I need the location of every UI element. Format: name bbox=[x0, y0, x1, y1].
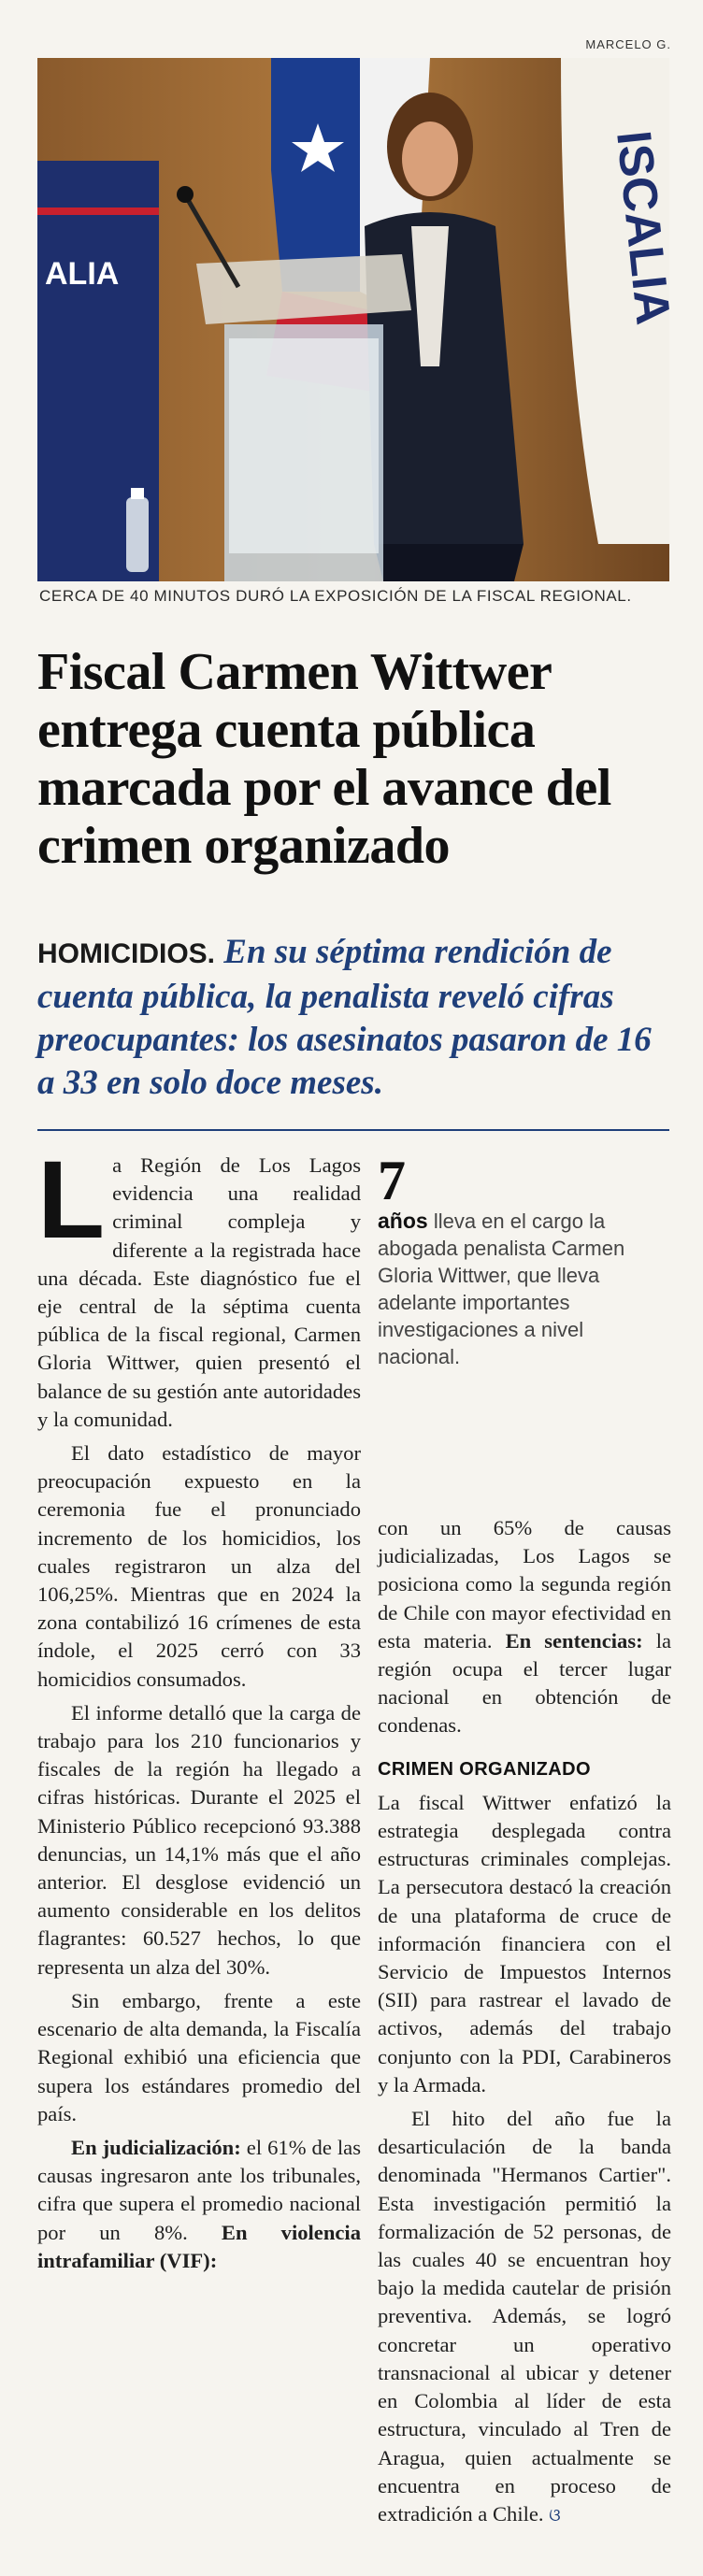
lead-deck: En su séptima rendición de cuenta pública, la penalista reveló cifras preocupantes: los asesinatos pasaron de 16 a 33 en solo doce meses. bbox=[37, 933, 652, 1102]
lead-kicker: HOMICIDIOS. bbox=[37, 938, 216, 969]
flag-blue bbox=[271, 58, 360, 292]
judicializacion-text: el 61% de las causas ingresaron ante los tribunales, cifra que supera el promedio nacional por un 8%. bbox=[37, 2135, 362, 2244]
right-banner-text: ISCALIA bbox=[606, 128, 681, 328]
vif-label: En violencia intrafamiliar (VIF): bbox=[37, 2220, 361, 2272]
end-mark-icon: ଓ bbox=[549, 2505, 561, 2526]
paragraph-4: Sin embargo, frente a este escenario de alta demanda, la Fiscalía Regional exhibió una eficiencia que supera los estándares promedio del país. bbox=[37, 1988, 361, 2125]
paragraph-7-text: El hito del año fue la desarticulación de la banda denominada "Hermanos Cartier". Esta investigación permitió la formalización de 52 personas, de las cuales 40 se encuentran hoy bajo la medida cautelar de prisión preventiva. Además, se logró concretar un operativo transnacional al ubicar y detener en Colombia al líder de esta estructura, vinculado al Tren de Aragua, quien actualmente se encuentra en proceso de extradición a Chile. bbox=[378, 2107, 671, 2526]
judicializacion-label: En judicialización: bbox=[71, 2135, 241, 2159]
paragraph-3: El informe detalló que la carga de trabajo para los 210 funcionarios y fiscales de la región ha llegado a cifras históricas. Durante el 2025 el Ministerio Público recepcionó 93.388 denuncias, un 14,1% más que el año anterior. El desglose evidenció un aumento considerable en los delitos flagrantes: 60.527 hechos, lo que representa un alza del 30%. bbox=[37, 1700, 361, 1979]
paragraph-1-text: a Región de Los Lagos evidencia una realidad criminal compleja y diferente a la registrada hace una década. Este diagnóstico fue el eje central de la séptima cuenta pública de la fiscal regional, Carmen Gloria Wittwer, quien presentó el balance de su gestión ante autoridades y la comunidad. bbox=[37, 1153, 361, 1431]
paragraph-1 bbox=[37, 1138, 361, 1434]
sentencias-text: la región ocupa el tercer lugar nacional en obtención de condenas. bbox=[378, 1628, 671, 1738]
article-photo bbox=[37, 58, 681, 581]
stat-unit: años bbox=[378, 1209, 428, 1233]
face bbox=[402, 122, 458, 196]
vif-text: con un 65% de causas judicializadas, Los Lagos se posiciona como la segunda región de Chile con mayor efectividad en esta materia. bbox=[378, 1516, 671, 1653]
dropcap: L bbox=[37, 1138, 106, 1262]
paragraph-7 bbox=[378, 2105, 671, 2530]
left-banner-text: ALIA bbox=[45, 256, 120, 292]
paragraph-2: El dato estadístico de mayor preocupación expuesto en la ceremonia fue el pronunciado incremento de los homicidios, los cuales registraron un alza del 106,25%. Mientras que en 2024 la zona contabilizó 16 crímenes de esta índole, el 2025 cerró con 33 homicidios consumados. bbox=[37, 1441, 361, 1691]
body-column-2 bbox=[378, 1514, 671, 2536]
paragraph-5-cont bbox=[378, 1514, 671, 1740]
body-column-1 bbox=[37, 1138, 362, 2281]
water-bottle bbox=[126, 497, 149, 572]
stat-number: 7 bbox=[378, 1150, 406, 1211]
paragraph-6: La fiscal Wittwer enfatizó la estrategia desplegada contra estructuras criminales complejas. La persecutora destacó la creación de una plataforma de cruce de información financiera con el Servicio de Impuestos Internos (SII) para rastrear el lavado de activos, además del trabajo conjunto con la PDI, Carabineros y la Armada. bbox=[378, 1790, 671, 2097]
byline: MARCELO G. bbox=[585, 37, 671, 51]
paragraph-5 bbox=[37, 2134, 361, 2275]
headline: Fiscal Carmen Wittwer entrega cuenta pública marcada por el avance del crimen organizado bbox=[37, 643, 611, 875]
photo-illustration bbox=[37, 58, 681, 581]
section-subhead: CRIMEN ORGANIZADO bbox=[378, 1758, 591, 1780]
sentencias-label: En sentencias: bbox=[505, 1628, 643, 1653]
lead bbox=[37, 931, 673, 1105]
photo-caption: CERCA DE 40 MINUTOS DURÓ LA EXPOSICIÓN DE LA FISCAL REGIONAL. bbox=[39, 587, 632, 605]
stat-text: lleva en el cargo la abogada penalista Carmen Gloria Wittwer, que lleva adelante importantes investigaciones a nivel nacional. bbox=[378, 1209, 625, 1368]
stat-box bbox=[378, 1150, 671, 1370]
divider-rule bbox=[37, 1129, 669, 1131]
